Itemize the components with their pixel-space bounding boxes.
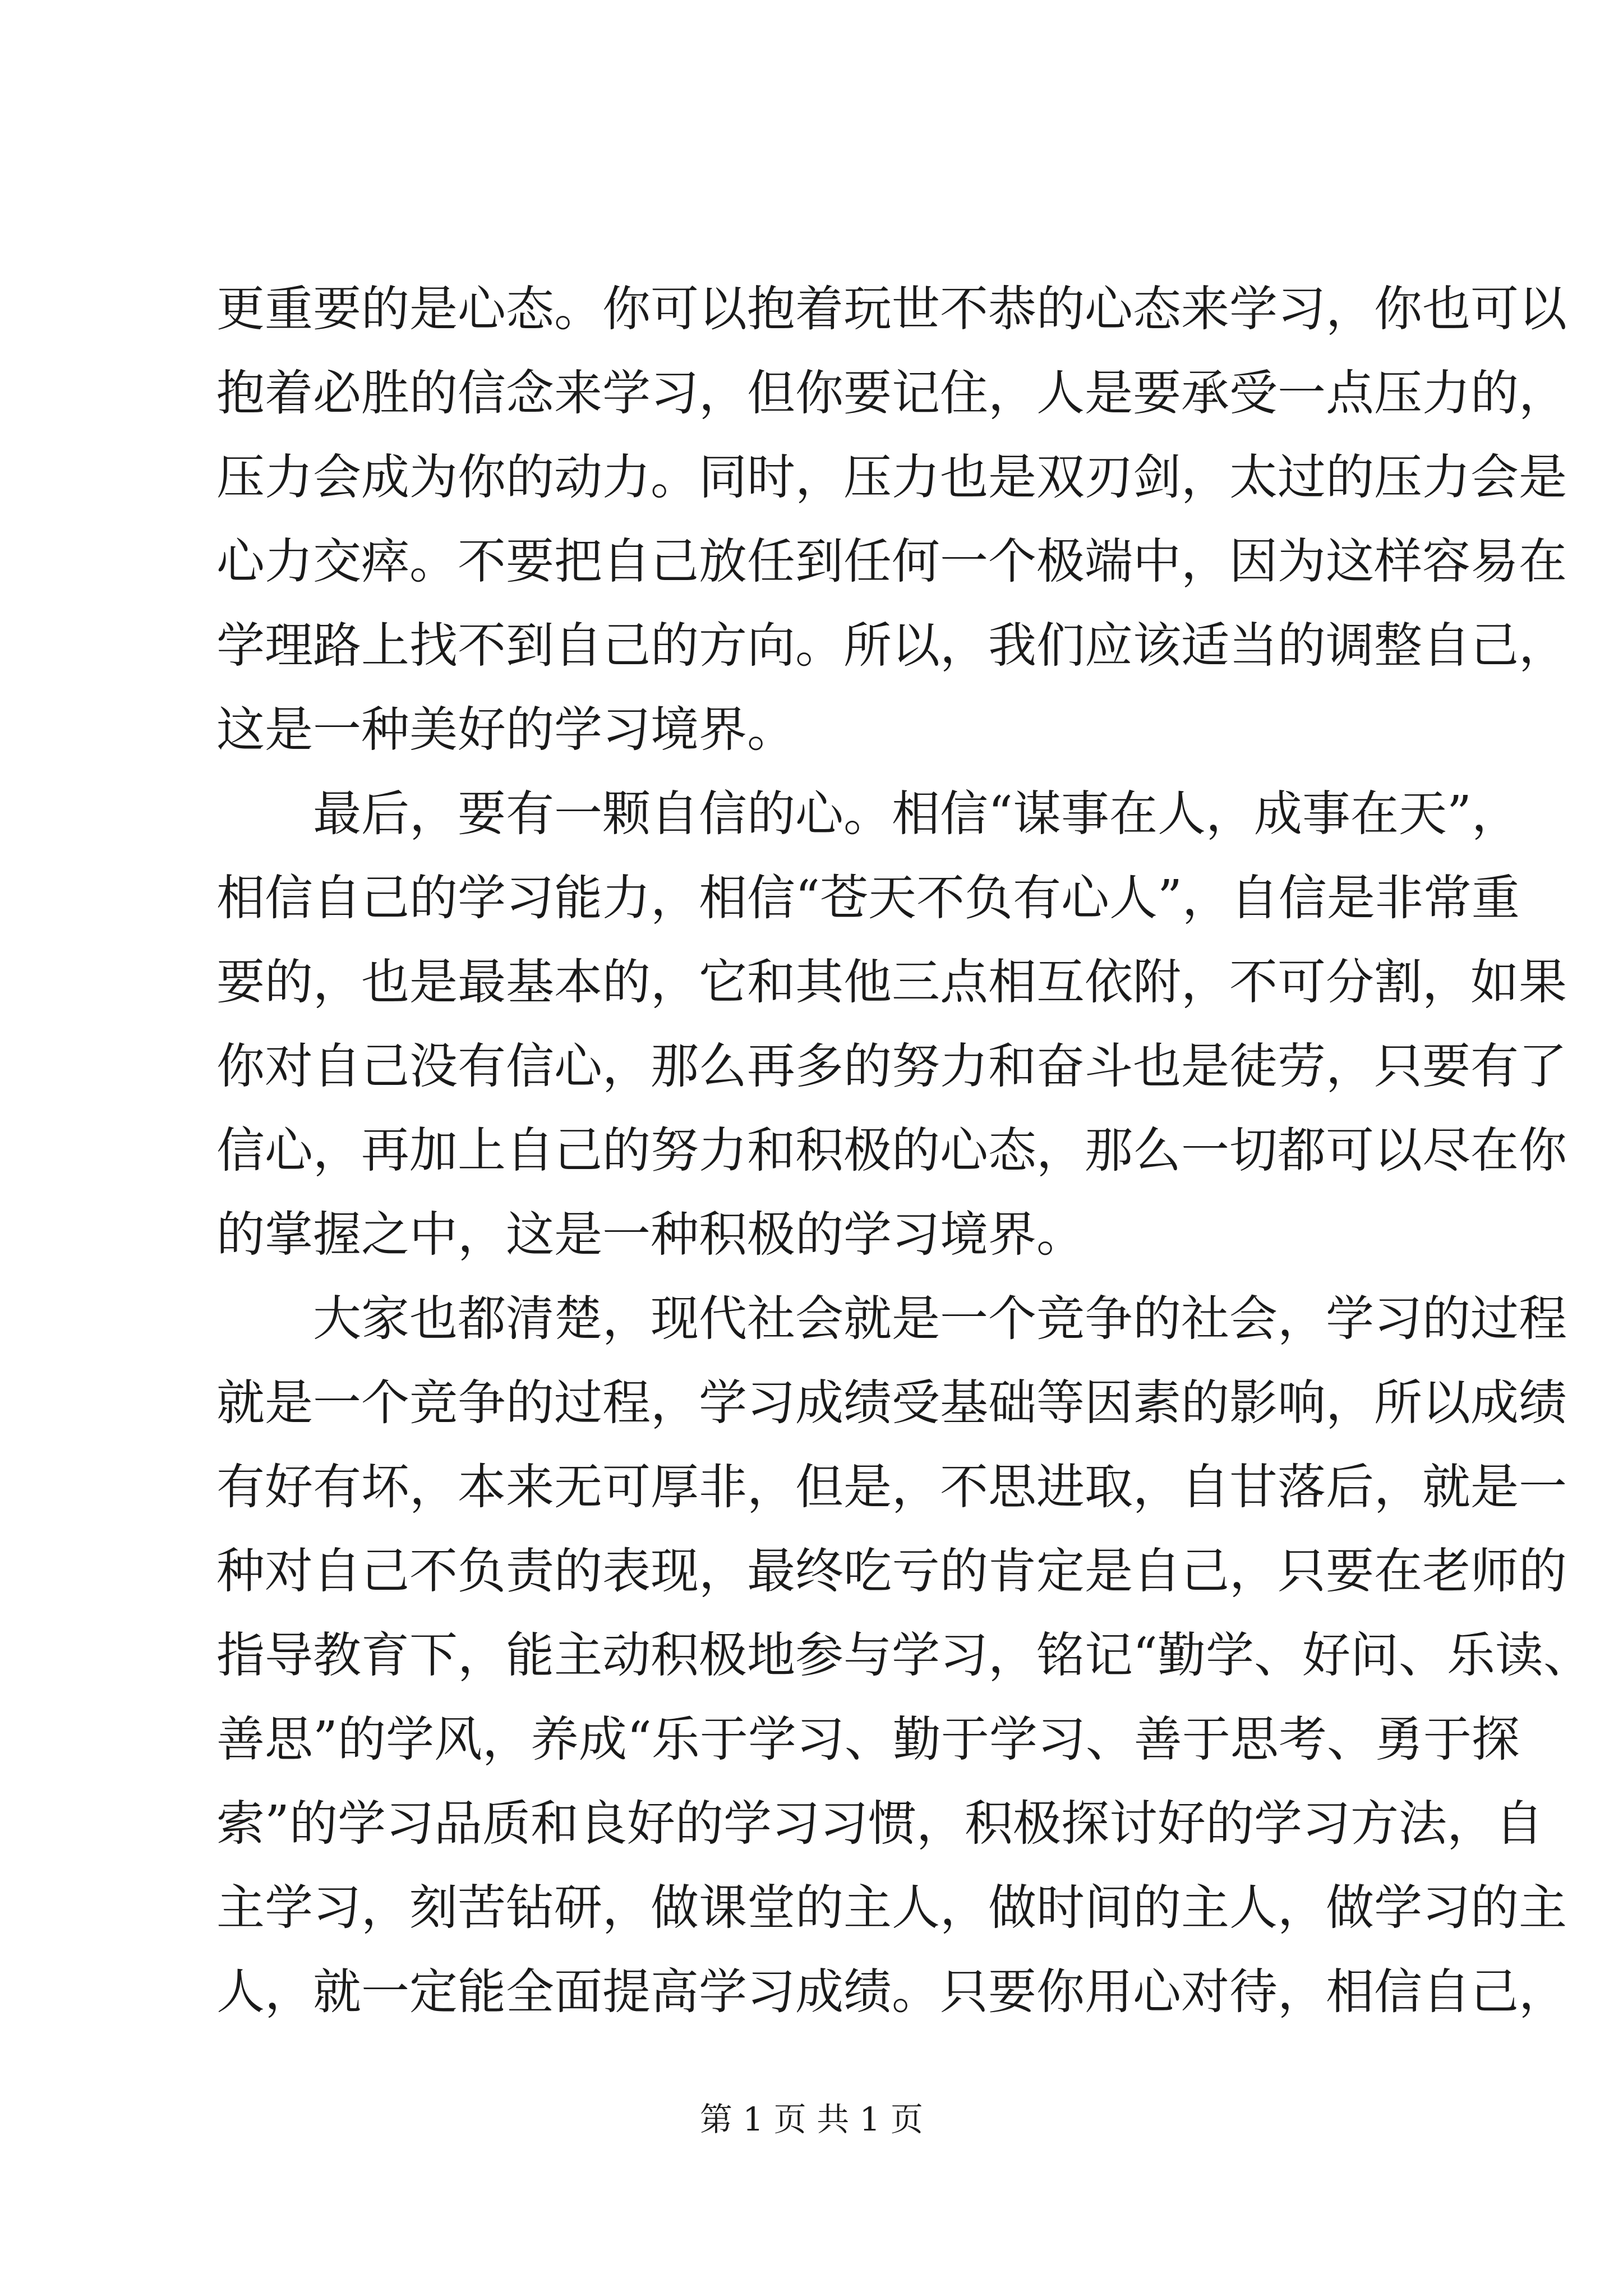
text-line: 人，就一定能全面提高学习成绩。只要你用心对待，相信自己， <box>216 1964 1567 2020</box>
paragraph-start-line: 最后，要有一颗自信的心。相信“谋事在人，成事在天”， <box>313 786 1520 842</box>
text-line: 压力会成为你的动力。同时，压力也是双刃剑，太过的压力会是 <box>216 449 1567 505</box>
text-line: 学理路上找不到自己的方向。所以，我们应该适当的调整自己， <box>216 618 1567 674</box>
text-line: 索”的学习品质和良好的学习习惯，积极探讨好的学习方法，自 <box>216 1796 1543 1852</box>
text-line: 指导教育下，能主动积极地参与学习，铭记“勤学、好问、乐读、 <box>216 1627 1592 1683</box>
body-text <box>216 267 1592 2034</box>
text-line: 的掌握之中，这是一种积极的学习境界。 <box>216 1207 1085 1263</box>
text-line: 就是一个竞争的过程，学习成绩受基础等因素的影响，所以成绩 <box>216 1375 1567 1431</box>
text-line: 有好有坏，本来无可厚非，但是，不思进取，自甘落后，就是一 <box>216 1459 1567 1515</box>
paragraph-start-line: 大家也都清楚，现代社会就是一个竞争的社会，学习的过程 <box>313 1291 1567 1347</box>
text-line: 更重要的是心态。你可以抱着玩世不恭的心态来学习，你也可以 <box>216 281 1567 337</box>
page-number-footer: 第 1 页 共 1 页 <box>700 2100 923 2138</box>
text-line: 心力交瘁。不要把自己放任到任何一个极端中，因为这样容易在 <box>216 533 1567 590</box>
text-line: 信心，再加上自己的努力和积极的心态，那么一切都可以尽在你 <box>216 1122 1567 1179</box>
text-line: 抱着必胜的信念来学习，但你要记住，人是要承受一点压力的， <box>216 365 1567 421</box>
text-line: 主学习，刻苦钻研，做课堂的主人，做时间的主人，做学习的主 <box>216 1880 1567 1936</box>
text-line: 善思”的学风，养成“乐于学习、勤于学习、善于思考、勇于探 <box>216 1711 1520 1768</box>
text-line: 这是一种美好的学习境界。 <box>216 702 795 758</box>
text-line: 种对自己不负责的表现，最终吃亏的肯定是自己，只要在老师的 <box>216 1543 1567 1599</box>
text-line: 你对自己没有信心，那么再多的努力和奋斗也是徒劳，只要有了 <box>216 1038 1567 1094</box>
text-line: 相信自己的学习能力，相信“苍天不负有心人”，自信是非常重 <box>216 870 1520 926</box>
text-line: 要的，也是最基本的，它和其他三点相互依附，不可分割，如果 <box>216 954 1567 1010</box>
